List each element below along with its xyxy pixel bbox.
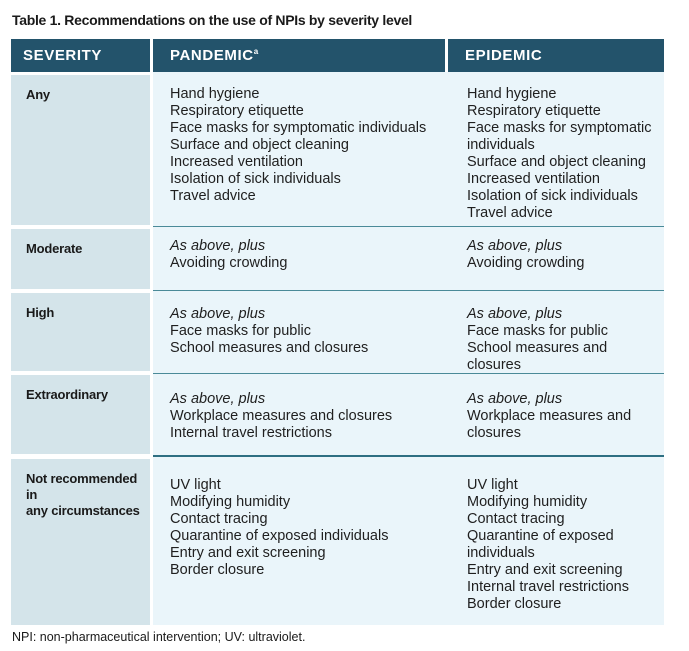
header-pandemic-label: PANDEMIC — [170, 47, 254, 64]
list-item: Face masks for symptomatic individuals — [170, 120, 427, 136]
pandemic-cell-any — [170, 86, 442, 205]
row-divider — [447, 226, 664, 227]
list-item: Isolation of sick individuals — [467, 188, 638, 204]
epidemic-cell-high — [467, 306, 663, 374]
as-above-note: As above, plus — [170, 391, 266, 407]
row-divider — [153, 226, 447, 227]
list-item: UV light — [170, 477, 221, 493]
severity-cell-moderate — [11, 229, 150, 289]
row-divider — [153, 290, 664, 291]
header-pandemic-footnote-mark: a — [253, 47, 259, 56]
list-item: Face masks for public — [170, 323, 312, 339]
table-footnote: NPI: non-pharmaceutical intervention; UV: ultraviolet. — [12, 630, 306, 644]
epidemic-cell-moderate — [467, 238, 663, 272]
list-item: Surface and object cleaning — [467, 154, 646, 170]
list-item: School measures and closures — [170, 340, 369, 356]
list-item: School measures and closures — [467, 340, 608, 373]
list-item: Entry and exit screening — [467, 562, 623, 578]
list-item: Entry and exit screening — [170, 545, 326, 561]
list-item: Workplace measures and closures — [170, 408, 393, 424]
severity-label-line: Not recommended in — [26, 471, 138, 502]
row-divider — [153, 455, 664, 457]
severity-label: Any — [26, 87, 50, 102]
as-above-note: As above, plus — [467, 306, 563, 322]
table-caption: Table 1. Recommendations on the use of NPIs by severity level — [12, 12, 413, 28]
list-item: Avoiding crowding — [467, 255, 585, 271]
list-item: Avoiding crowding — [170, 255, 288, 271]
list-item: Modifying humidity — [170, 494, 291, 510]
list-item: individuals — [467, 545, 535, 561]
list-item: Travel advice — [170, 188, 256, 204]
header-severity: SEVERITY — [11, 39, 150, 72]
list-item: individuals — [467, 137, 535, 153]
list-item: closures — [467, 425, 521, 441]
epidemic-cell-any — [467, 86, 663, 222]
list-item: Border closure — [467, 596, 562, 612]
severity-label: Extraordinary — [26, 387, 108, 402]
list-item: Quarantine of exposed individuals — [170, 528, 389, 544]
list-item: Increased ventilation — [467, 171, 600, 187]
epidemic-cell-extraordinary — [467, 391, 663, 442]
list-item: Respiratory etiquette — [170, 103, 304, 119]
list-item: Isolation of sick individuals — [170, 171, 341, 187]
pandemic-cell-extraordinary — [170, 391, 442, 442]
severity-label-line: any circumstances — [26, 503, 140, 518]
severity-label: High — [26, 305, 55, 320]
list-item: Hand hygiene — [467, 86, 557, 102]
list-item: Quarantine of exposed — [467, 528, 614, 544]
list-item: Hand hygiene — [170, 86, 260, 102]
list-item: Contact tracing — [467, 511, 565, 527]
pandemic-cell-moderate — [170, 238, 442, 272]
header-epidemic: EPIDEMIC — [448, 39, 664, 72]
list-item: Contact tracing — [170, 511, 268, 527]
list-item: Internal travel restrictions — [170, 425, 332, 441]
severity-cell-extraordinary — [11, 375, 150, 454]
list-item: UV light — [467, 477, 518, 493]
severity-cell-not-recommended — [11, 459, 150, 625]
severity-cell-high — [11, 293, 150, 371]
list-item: Border closure — [170, 562, 265, 578]
epidemic-cell-not-recommended — [467, 477, 663, 613]
list-item: Face masks for public — [467, 323, 609, 339]
header-pandemic — [153, 39, 445, 72]
list-item: Increased ventilation — [170, 154, 303, 170]
severity-cell-any — [11, 75, 150, 225]
list-item: Travel advice — [467, 205, 553, 221]
pandemic-cell-not-recommended — [170, 477, 442, 579]
pandemic-cell-high — [170, 306, 442, 357]
list-item: Modifying humidity — [467, 494, 588, 510]
list-item: Workplace measures and — [467, 408, 632, 424]
list-item: Surface and object cleaning — [170, 137, 349, 153]
as-above-note: As above, plus — [467, 238, 563, 254]
as-above-note: As above, plus — [170, 238, 266, 254]
severity-label: Moderate — [26, 241, 83, 256]
list-item: Internal travel restrictions — [467, 579, 629, 595]
list-item: Respiratory etiquette — [467, 103, 601, 119]
list-item: Face masks for symptomatic — [467, 120, 652, 136]
as-above-note: As above, plus — [170, 306, 266, 322]
as-above-note: As above, plus — [467, 391, 563, 407]
